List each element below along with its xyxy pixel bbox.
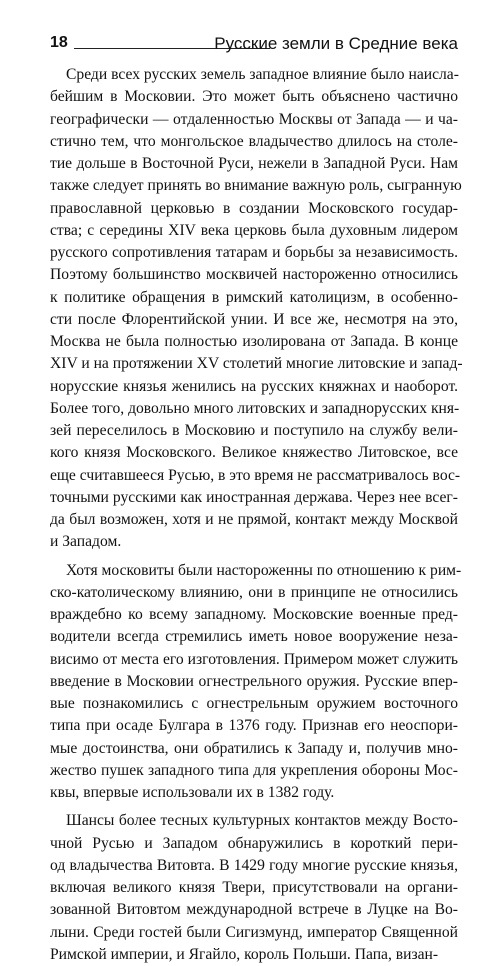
paragraph [50,560,462,805]
text-line: и Западом. [50,533,122,551]
text-line: XIV и на протяжении XV столетий многие литовские и запад- [50,355,463,373]
text-line: мые достоинства, они обратились к Западу и, получив мно- [50,739,458,757]
text-line: вые познакомились с огнестрельным оружием восточного [50,695,458,712]
running-title: Русские земли в Средние века [214,34,458,53]
text-line: введение в Московии огнестрельного оружия. Русские впер- [50,672,458,690]
text-line: русского сопротивления татарам и борьбы за независимость. [50,244,458,261]
page-header [50,34,458,56]
text-line: к политике обращения в римский католицизм, в особенно- [50,288,458,306]
text-line: Среди всех русских земель западное влияние было наисла- [66,66,459,83]
paragraph [50,64,463,554]
text-line: сти после Флорентийской унии. И все же, несмотря на это, [50,310,458,328]
text-line: од владычества Витовта. В 1429 году многие русские князья, [50,856,458,874]
text-line: зованной Витовтом международной встрече в Луцке на Во- [50,901,458,919]
text-line: Более того, довольно много литовских и западнорусских кня- [50,399,460,417]
text-line: также следует принять во внимание важную роль, сыгранную [50,177,462,195]
text-line: тие дольше в Восточной Руси, нежели в Западной Руси. Нам [50,155,458,172]
text-line: норусские князья женились на русских княжнах и наоборот. [50,377,458,395]
text-line: Шансы более тесных культурных контактов между Восто- [66,812,458,830]
paragraph [50,810,458,966]
text-line: Поэтому большинство москвичей настороженно относились [50,266,458,284]
text-line: Хотя московиты были настороженны по отношению к рим- [66,561,462,579]
text-line: еще считавшееся Русью, в это время не рассматривалось вос- [50,466,461,484]
text-line: кого князя Московского. Великое княжество Литовское, все [50,444,458,462]
text-line: включая великого князя Твери, присутствовали на органи- [50,879,458,896]
text-line: враждебно ко всему западному. Московские военные пред- [50,606,458,623]
text-line: Римской империи, и Ягайло, король Польши. Папа, визан- [50,945,439,963]
text-line: точными русскими как иностранная держава. Через нее всег- [50,488,458,506]
text-line: чной Русью и Западом обнаружились в короткий пери- [50,834,458,852]
text-line: лыни. Среди гостей были Сигизмунд, император Священной [50,923,458,941]
text-line: висимо от места его изготовления. Примером может служить [50,650,458,668]
text-line: водители всегда стремились иметь новое вооружение неза- [50,628,458,646]
text-line: православной церковью в создании Московского государ- [50,199,458,217]
text-line: типа при осаде Булгара в 1376 году. Признав его неоспори- [50,717,458,735]
text-line: зей переселилось в Московию и поступило на службу вели- [50,422,458,439]
text-line: квы, впервые использовали их в 1382 году. [50,784,335,801]
body-text [50,64,463,966]
text-line: бейшим в Московии. Это может быть объяснено частично [50,88,458,106]
text-line: стично тем, что монгольское владычество длилось на столе- [50,132,458,150]
page-number: 18 [50,34,68,51]
text-line: жество пушек западного типа для укрепления обороны Мос- [50,761,458,779]
text-line: ско-католическому влиянию, они в принципе не относились [50,583,458,601]
text-line: географически — отдаленностью Москвы от Запада — и ча- [50,110,458,128]
text-line: Москва не была полностью изолирована от Запада. В конце [50,333,458,350]
text-line: ства; с середины XIV века церковь была духовным лидером [50,221,458,239]
text-line: да был возможен, хотя и не прямой, контакт между Москвой [50,511,458,528]
